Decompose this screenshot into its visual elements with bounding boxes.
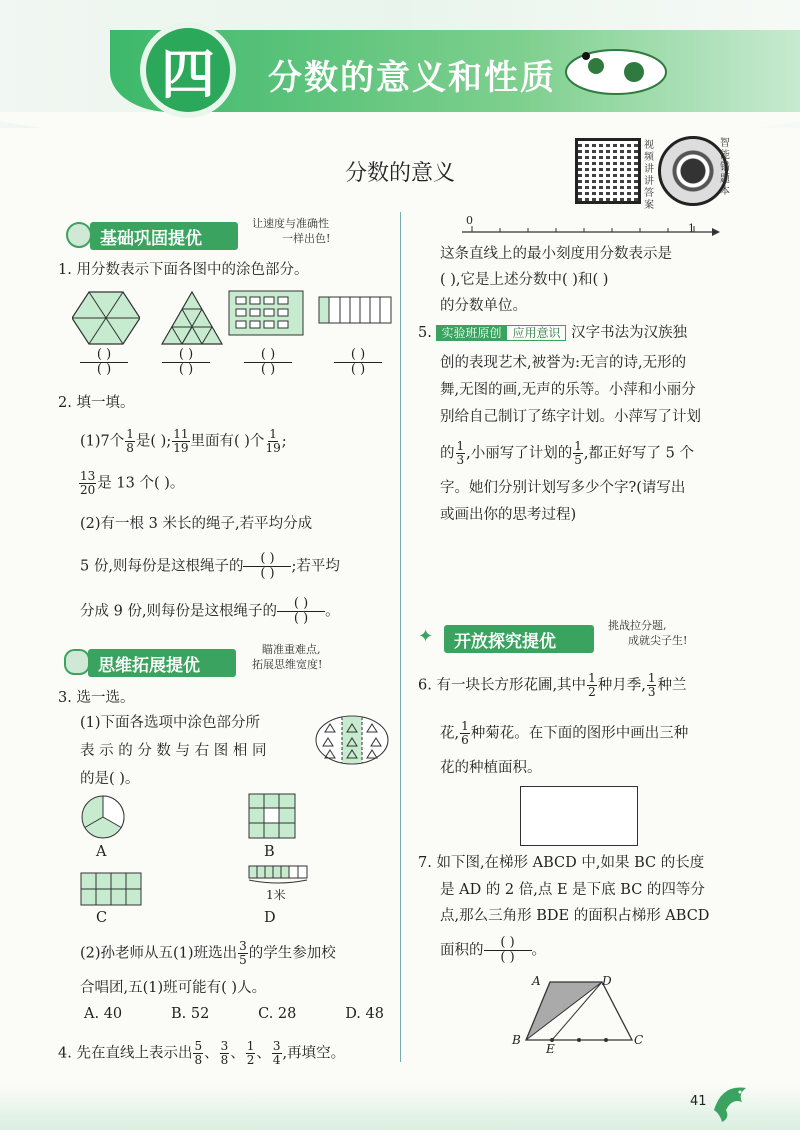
section-ufo-icon bbox=[64, 649, 90, 675]
application-tag: 应用意识 bbox=[506, 325, 566, 341]
point-d-label: D bbox=[602, 974, 612, 988]
question-3-part1-line3: 的是( )。 bbox=[80, 771, 140, 787]
section-basic-slogan: 让速度与准确性 一样出色! bbox=[252, 217, 331, 245]
question-4-fill-line2: ( ),它是上述分数中( )和( ) bbox=[440, 272, 609, 288]
option-c-label[interactable]: C bbox=[96, 910, 108, 926]
section-basic-header: 基础巩固提优 bbox=[90, 222, 238, 250]
question-3-part2-line1: (2)孙老师从五(1)班选出 $\frac{3}{5}$ 的学生参加校 bbox=[80, 939, 336, 967]
number-line bbox=[458, 224, 720, 240]
option-d-strip bbox=[248, 864, 308, 886]
section-open-slogan: 挑战拉分题, 成就尖子生! bbox=[608, 619, 688, 647]
point-a-label: A bbox=[532, 974, 541, 988]
point-b-label: B bbox=[512, 1033, 521, 1047]
number-line-end-label: 1 bbox=[688, 222, 695, 235]
question-3-choices bbox=[84, 1004, 384, 1024]
option-d-label[interactable]: D bbox=[264, 910, 276, 926]
question-2-title: 2. 填一填。 bbox=[58, 395, 135, 411]
question-5-line7: 或画出你的思考过程) bbox=[440, 507, 577, 523]
question-5-line5: 的 $\frac{1}{3}$ ,小丽写了计划的 $\frac{1}{5}$ ,都正好写了 5 个 bbox=[440, 439, 694, 467]
point-e-label: E bbox=[546, 1042, 555, 1056]
section-thinking-header: 思维拓展提优 bbox=[88, 649, 236, 677]
question-1-text: 1. 用分数表示下面各图中的涂色部分。 bbox=[58, 262, 309, 278]
question-7-line3: 点,那么三角形 BDE 的面积占梯形 ABCD bbox=[440, 908, 710, 924]
question-5-line3: 舞,无图的画,无声的乐等。小萍和小丽分 bbox=[440, 382, 696, 398]
error-book-qr-code[interactable] bbox=[658, 136, 728, 206]
dolphin-icon bbox=[708, 1080, 754, 1124]
satellite-icon: ✦ bbox=[418, 626, 434, 647]
qr-left-label: 视频讲讲答案 bbox=[644, 140, 654, 211]
question-6-line2: 花, $\frac{1}{6}$ 种菊花。在下面的图形中画出三种 bbox=[440, 719, 689, 747]
answer-fraction-4[interactable]: ( ) ( ) bbox=[334, 348, 382, 377]
question-2-line-5: 分成 9 份,则每份是这根绳子的 ( ) ( ) 。 bbox=[80, 596, 340, 626]
question-5-line6: 字。她们分别计划写多少个字?(请写出 bbox=[440, 480, 686, 496]
question-2-line-1: (1)7个 $\frac{1}{8}$ 是( ); $\frac{11}{19}$ 里面有( )个 $\frac{1}{19}$ ; bbox=[80, 427, 287, 455]
flower-bed-rectangle[interactable] bbox=[520, 786, 638, 846]
question-3-part1-line2: 表 示 的 分 数 与 右 图 相 同 bbox=[80, 743, 267, 759]
number-line-start-label: 0 bbox=[466, 214, 473, 227]
strip-figure bbox=[318, 296, 392, 324]
point-c-label: C bbox=[634, 1033, 644, 1047]
page-number: 41 bbox=[690, 1094, 707, 1109]
question-3-part1-line1: (1)下面各选项中涂色部分所 bbox=[80, 715, 261, 731]
choice-d[interactable]: D. 48 bbox=[345, 1006, 384, 1022]
mascot-icon bbox=[556, 36, 676, 102]
answer-fraction-1[interactable]: ( ) ( ) bbox=[80, 348, 128, 377]
video-qr-code[interactable] bbox=[575, 138, 641, 204]
question-4-text: 4. 先在直线上表示出 $\frac{5}{8}$ 、 $\frac{3}{8}$ 、 $\frac{1}{2}$ 、 $\frac{3}{4}$ ,再填空。 bbox=[58, 1039, 346, 1067]
question-5-line4: 别给自己制订了练字计划。小萍写了计划 bbox=[440, 409, 701, 425]
question-3-title: 3. 选一选。 bbox=[58, 690, 135, 706]
question-5-line2: 创的表现艺术,被誉为:无言的诗,无形的 bbox=[440, 355, 687, 371]
footer-band bbox=[0, 1085, 800, 1130]
question-2-line-4: 5 份,则每份是这根绳子的 ( ) ( ) ;若平均 bbox=[80, 551, 340, 581]
oval-triangles-figure bbox=[314, 714, 390, 766]
choice-c[interactable]: C. 28 bbox=[258, 1006, 297, 1022]
original-tag: 实验班原创 bbox=[436, 325, 506, 341]
question-4-fill-line3: 的分数单位。 bbox=[440, 298, 527, 314]
question-2-line-2: $\frac{13}{20}$ 是 13 个( )。 bbox=[80, 469, 185, 497]
option-b-grid bbox=[248, 793, 296, 839]
section-open-header: 开放探究提优 bbox=[444, 625, 594, 653]
column-divider bbox=[400, 212, 401, 1062]
chapter-title: 分数的意义和性质 bbox=[268, 58, 556, 98]
option-b-label[interactable]: B bbox=[264, 844, 275, 860]
question-2-line-3: (2)有一根 3 米长的绳子,若平均分成 bbox=[80, 516, 313, 532]
section-target-icon bbox=[66, 222, 92, 248]
section-thinking-slogan: 瞄准重难点, 拓展思维宽度! bbox=[252, 643, 323, 671]
answer-fraction-3[interactable]: ( ) ( ) bbox=[244, 348, 292, 377]
option-a-label[interactable]: A bbox=[96, 844, 107, 860]
chapter-number-badge: 四 bbox=[140, 22, 236, 118]
option-a-circle bbox=[80, 794, 126, 840]
answer-fraction-2[interactable]: ( ) ( ) bbox=[162, 348, 210, 377]
choice-a[interactable]: A. 40 bbox=[84, 1006, 123, 1022]
choice-b[interactable]: B. 52 bbox=[170, 1006, 210, 1022]
question-7-line2: 是 AD 的 2 倍,点 E 是下底 BC 的四等分 bbox=[440, 882, 705, 898]
option-d-length-label: 1米 bbox=[266, 888, 286, 902]
question-4-fill-line1: 这条直线上的最小刻度用分数表示是 bbox=[440, 246, 672, 262]
question-7-line4: 面积的 ( ) ( ) 。 bbox=[440, 935, 546, 965]
qr-right-label: 智能错题本 bbox=[720, 138, 730, 197]
rectangle-grid-figure bbox=[228, 290, 304, 336]
option-c-grid bbox=[80, 872, 142, 906]
triangle-figure bbox=[160, 290, 224, 346]
question-7-line1: 7. 如下图,在梯形 ABCD 中,如果 BC 的长度 bbox=[418, 855, 705, 871]
lesson-title: 分数的意义 bbox=[344, 161, 455, 186]
question-6-line1: 6. 有一块长方形花圃,其中 $\frac{1}{2}$ 种月季, $\frac{1}{3}$ 种兰 bbox=[418, 671, 687, 699]
question-5-header: 5. 实验班原创 应用意识 汉字书法为汉族独 bbox=[418, 325, 688, 341]
hexagon-figure bbox=[72, 290, 140, 346]
question-3-part2-line2: 合唱团,五(1)班可能有( )人。 bbox=[80, 980, 267, 996]
question-6-line3: 花的种植面积。 bbox=[440, 760, 542, 776]
